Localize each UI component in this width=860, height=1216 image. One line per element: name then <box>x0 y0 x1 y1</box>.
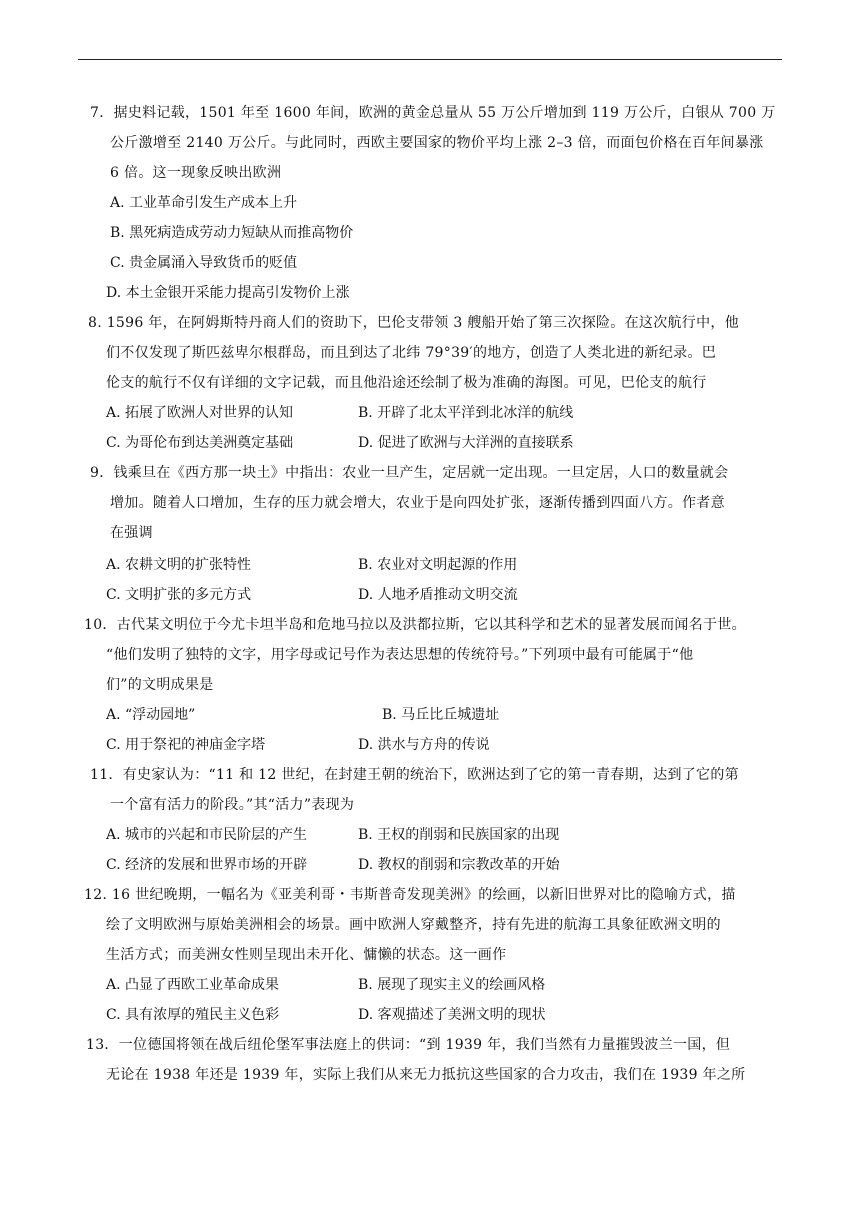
option-b[interactable]: B. 王权的削弱和民族国家的出现 <box>358 827 560 843</box>
option-c[interactable]: C. 经济的发展和世界市场的开辟 <box>106 857 308 873</box>
question-stem-line: 绘了文明欧洲与原始美洲相会的场景。画中欧洲人穿戴整齐，持有先进的航海工具象征欧洲文明的 <box>106 917 721 933</box>
option-c[interactable]: C. 用于祭祀的神庙金字塔 <box>106 737 266 753</box>
option-d[interactable]: D. 本土金银开采能力提高引发物价上涨 <box>106 285 350 301</box>
option-d[interactable]: D. 促进了欧洲与大洋洲的直接联系 <box>358 435 574 451</box>
question-stem-line: 13．一位德国将领在战后纽伦堡军事法庭上的供词：“到 1939 年，我们当然有力量摧毁波兰一国，但 <box>86 1037 731 1053</box>
question-stem-line: 们”的文明成果是 <box>106 677 214 693</box>
header-rule <box>78 59 782 60</box>
option-d[interactable]: D. 人地矛盾推动文明交流 <box>358 587 518 603</box>
question-stem-line: 10．古代某文明位于今尤卡坦半岛和危地马拉以及洪都拉斯，它以其科学和艺术的显著发展而闻名于世。 <box>84 617 746 633</box>
question-stem-line: “他们发明了独特的文字，用字母或记号作为表达思想的传统符号。”下列项中最有可能属于“他 <box>106 647 694 663</box>
question-stem-line: 生活方式；而美洲女性则呈现出未开化、慵懒的状态。这一画作 <box>106 947 507 963</box>
option-c[interactable]: C. 具有浓厚的殖民主义色彩 <box>106 1007 280 1023</box>
question-stem-line: 在强调 <box>110 525 153 541</box>
question-stem-line: 增加。随着人口增加，生存的压力就会增大，农业于是向四处扩张，逐渐传播到四面八方。作者意 <box>110 495 725 511</box>
option-a[interactable]: A. 拓展了欧洲人对世界的认知 <box>106 405 294 421</box>
option-c[interactable]: C. 贵金属涌入导致货币的贬值 <box>110 255 298 271</box>
question-stem-line: 公斤激增至 2140 万公斤。与此同时，西欧主要国家的物价平均上涨 2–3 倍，而面包价格在百年间暴涨 <box>110 135 764 151</box>
question-stem-line: 12. 16 世纪晚期，一幅名为《亚美利哥・韦斯普奇发现美洲》的绘画，以新旧世界对比的隐喻方式，描 <box>84 887 736 903</box>
question-stem-line: 9．钱乘旦在《西方那一块土》中指出：农业一旦产生，定居就一定出现。一旦定居，人口的数量就会 <box>90 465 729 481</box>
option-a[interactable]: A. 工业革命引发生产成本上升 <box>110 195 298 211</box>
question-stem-line: 6 倍。这一现象反映出欧洲 <box>110 165 282 181</box>
option-c[interactable]: C. 文明扩张的多元方式 <box>106 587 252 603</box>
option-a[interactable]: A. 农耕文明的扩张特性 <box>106 557 252 573</box>
question-stem-line: 7．据史料记载，1501 年至 1600 年间，欧洲的黄金总量从 55 万公斤增加到 119 万公斤，白银从 700 万 <box>90 105 776 121</box>
question-stem-line: 8. 1596 年，在阿姆斯特丹商人们的资助下，巴伦支带领 3 艘船开始了第三次探险。在这次航行中，他 <box>88 315 739 331</box>
option-a[interactable]: A. “浮动园地” <box>106 707 196 723</box>
option-d[interactable]: D. 教权的削弱和宗教改革的开始 <box>358 857 560 873</box>
question-stem-line: 11．有史家认为：“11 和 12 世纪，在封建王朝的统治下，欧洲达到了它的第一青春期，达到了它的第 <box>90 767 739 783</box>
option-a[interactable]: A. 凸显了西欧工业革命成果 <box>106 977 280 993</box>
option-b[interactable]: B. 马丘比丘城遗址 <box>382 707 500 723</box>
option-b[interactable]: B. 开辟了北太平洋到北冰洋的航线 <box>358 405 574 421</box>
question-stem-line: 伦支的航行不仅有详细的文字记载，而且他沿途还绘制了极为准确的海图。可见，巴伦支的航行 <box>106 375 707 391</box>
question-stem-line: 们不仅发现了斯匹兹卑尔根群岛，而且到达了北纬 79°39′的地方，创造了人类北进的新纪录。巴 <box>106 345 717 361</box>
option-a[interactable]: A. 城市的兴起和市民阶层的产生 <box>106 827 308 843</box>
option-d[interactable]: D. 洪水与方舟的传说 <box>358 737 490 753</box>
question-stem-line: 一个富有活力的阶段。”其“活力”表现为 <box>110 797 355 813</box>
option-c[interactable]: C. 为哥伦布到达美洲奠定基础 <box>106 435 294 451</box>
option-b[interactable]: B. 农业对文明起源的作用 <box>358 557 518 573</box>
option-b[interactable]: B. 黑死病造成劳动力短缺从而推高物价 <box>110 225 354 241</box>
option-b[interactable]: B. 展现了现实主义的绘画风格 <box>358 977 546 993</box>
question-stem-line: 无论在 1938 年还是 1939 年，实际上我们从来无力抵抗这些国家的合力攻击，我们在 1939 年之所 <box>106 1067 746 1083</box>
option-d[interactable]: D. 客观描述了美洲文明的现状 <box>358 1007 546 1023</box>
